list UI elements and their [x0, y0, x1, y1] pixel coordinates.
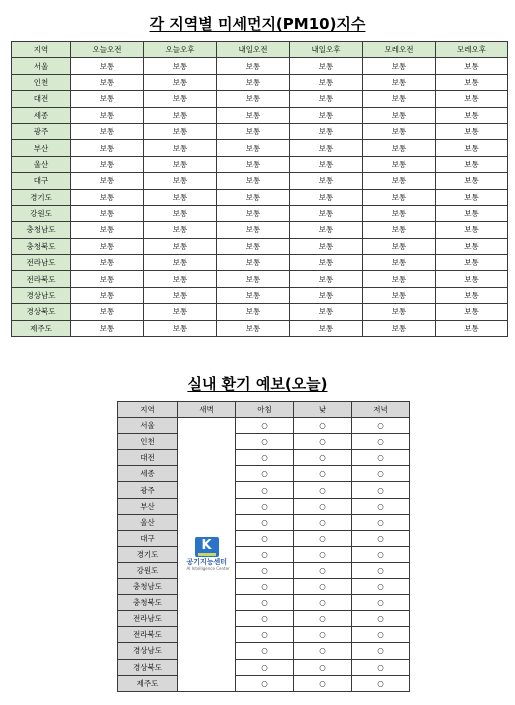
logo-stripe: [198, 553, 216, 556]
region-cell: 경기도: [118, 546, 178, 562]
vent-value-cell: ○: [352, 562, 410, 578]
pm-value-cell: 보통: [290, 189, 363, 205]
pm-value-cell: 보통: [217, 320, 290, 336]
table-row: [12, 255, 508, 271]
pm-header-cell: 모레오전: [363, 42, 436, 58]
pm-value-cell: 보통: [71, 238, 144, 254]
logo-subtitle: AI Intelligence Center: [186, 565, 230, 571]
pm-value-cell: 보통: [217, 222, 290, 238]
pm-value-cell: 보통: [71, 222, 144, 238]
pm-value-cell: 보통: [217, 205, 290, 221]
table-row: [12, 123, 508, 139]
pm-value-cell: 보통: [144, 189, 217, 205]
table-row: [118, 611, 410, 627]
region-cell: 전라남도: [12, 255, 71, 271]
vent-value-cell: ○: [352, 482, 410, 498]
pm-value-cell: 보통: [363, 287, 436, 303]
pm-value-cell: 보통: [436, 222, 508, 238]
vent-value-cell: ○: [352, 466, 410, 482]
pm-value-cell: 보통: [290, 123, 363, 139]
region-cell: 경상북도: [12, 304, 71, 320]
vent-header-cell: 낮: [294, 402, 352, 418]
vent-value-cell: ○: [294, 627, 352, 643]
pm-value-cell: 보통: [436, 107, 508, 123]
pm-value-cell: 보통: [144, 156, 217, 172]
vent-value-cell: ○: [236, 530, 294, 546]
pm-value-cell: 보통: [363, 205, 436, 221]
pm-header-cell: 내일오후: [290, 42, 363, 58]
vent-value-cell: ○: [236, 595, 294, 611]
pm-value-cell: 보통: [436, 287, 508, 303]
pm-value-cell: 보통: [144, 304, 217, 320]
table-row: [12, 107, 508, 123]
region-cell: 전라남도: [118, 611, 178, 627]
pm-value-cell: 보통: [71, 189, 144, 205]
vent-value-cell: ○: [294, 546, 352, 562]
region-cell: 경기도: [12, 189, 71, 205]
vent-value-cell: ○: [352, 514, 410, 530]
pm-value-cell: 보통: [71, 304, 144, 320]
pm-value-cell: 보통: [290, 156, 363, 172]
pm10-table: [11, 41, 508, 337]
pm-value-cell: 보통: [290, 222, 363, 238]
table-row: [12, 156, 508, 172]
pm-value-cell: 보통: [71, 123, 144, 139]
table-row: [12, 320, 508, 336]
vent-value-cell: ○: [236, 418, 294, 434]
pm-value-cell: 보통: [363, 320, 436, 336]
vent-value-cell: ○: [352, 530, 410, 546]
vent-value-cell: ○: [236, 434, 294, 450]
pm-value-cell: 보통: [217, 74, 290, 90]
pm-value-cell: 보통: [217, 107, 290, 123]
pm-value-cell: 보통: [71, 140, 144, 156]
table-row: [118, 579, 410, 595]
vent-value-cell: ○: [236, 659, 294, 675]
pm-value-cell: 보통: [363, 156, 436, 172]
table-row: [118, 418, 410, 434]
region-cell: 경상남도: [118, 643, 178, 659]
pm-value-cell: 보통: [144, 107, 217, 123]
logo-cell: [178, 418, 236, 692]
pm-value-cell: 보통: [363, 271, 436, 287]
pm-value-cell: 보통: [436, 304, 508, 320]
vent-value-cell: ○: [294, 675, 352, 691]
region-cell: 대전: [12, 91, 71, 107]
pm-value-cell: 보통: [290, 91, 363, 107]
pm-value-cell: 보통: [290, 287, 363, 303]
vent-value-cell: ○: [352, 675, 410, 691]
vent-value-cell: ○: [236, 466, 294, 482]
vent-value-cell: ○: [294, 482, 352, 498]
pm-value-cell: 보통: [436, 189, 508, 205]
pm-value-cell: 보통: [363, 222, 436, 238]
pm-header-cell: 지역: [12, 42, 71, 58]
region-cell: 세종: [118, 466, 178, 482]
pm-value-cell: 보통: [363, 238, 436, 254]
vent-value-cell: ○: [352, 659, 410, 675]
pm-value-cell: 보통: [144, 320, 217, 336]
region-cell: 인천: [118, 434, 178, 450]
vent-header-cell: 지역: [118, 402, 178, 418]
vent-value-cell: ○: [294, 611, 352, 627]
region-cell: 전라북도: [12, 271, 71, 287]
pm-value-cell: 보통: [217, 123, 290, 139]
pm-value-cell: 보통: [290, 205, 363, 221]
pm-value-cell: 보통: [217, 140, 290, 156]
vent-value-cell: ○: [294, 579, 352, 595]
pm-value-cell: 보통: [290, 140, 363, 156]
pm-value-cell: 보통: [290, 107, 363, 123]
vent-value-cell: ○: [352, 418, 410, 434]
table-row: [12, 304, 508, 320]
vent-value-cell: ○: [352, 643, 410, 659]
pm-value-cell: 보통: [436, 271, 508, 287]
pm-value-cell: 보통: [144, 205, 217, 221]
table-row: [12, 74, 508, 90]
pm-value-cell: 보통: [290, 271, 363, 287]
vent-value-cell: ○: [352, 579, 410, 595]
region-cell: 울산: [118, 514, 178, 530]
pm-value-cell: 보통: [217, 304, 290, 320]
vent-value-cell: ○: [236, 514, 294, 530]
table-row: [12, 189, 508, 205]
vent-value-cell: ○: [236, 450, 294, 466]
pm-value-cell: 보통: [436, 205, 508, 221]
table-row: [12, 58, 508, 74]
vent-header-cell: 새벽: [178, 402, 236, 418]
pm-value-cell: 보통: [71, 156, 144, 172]
vent-value-cell: ○: [352, 450, 410, 466]
pm-value-cell: 보통: [71, 271, 144, 287]
pm-value-cell: 보통: [144, 91, 217, 107]
vent-value-cell: ○: [294, 434, 352, 450]
vent-header-row: [118, 402, 410, 418]
pm-value-cell: 보통: [290, 58, 363, 74]
vent-value-cell: ○: [236, 611, 294, 627]
region-cell: 광주: [118, 482, 178, 498]
table-row: [12, 173, 508, 189]
region-cell: 서울: [118, 418, 178, 434]
center-logo: [186, 537, 230, 571]
pm-value-cell: 보통: [217, 287, 290, 303]
table-row: [118, 675, 410, 691]
region-cell: 충청남도: [12, 222, 71, 238]
region-cell: 대구: [118, 530, 178, 546]
pm-value-cell: 보통: [71, 58, 144, 74]
vent-value-cell: ○: [352, 434, 410, 450]
vent-value-cell: ○: [236, 562, 294, 578]
table-row: [12, 91, 508, 107]
pm-value-cell: 보통: [144, 140, 217, 156]
vent-value-cell: ○: [294, 498, 352, 514]
vent-value-cell: ○: [294, 643, 352, 659]
pm-value-cell: 보통: [436, 238, 508, 254]
pm-value-cell: 보통: [290, 304, 363, 320]
pm-value-cell: 보통: [71, 74, 144, 90]
pm-value-cell: 보통: [71, 287, 144, 303]
pm-value-cell: 보통: [71, 91, 144, 107]
pm-value-cell: 보통: [363, 123, 436, 139]
region-cell: 인천: [12, 74, 71, 90]
pm-value-cell: 보통: [71, 107, 144, 123]
pm-value-cell: 보통: [363, 91, 436, 107]
pm-value-cell: 보통: [217, 189, 290, 205]
pm-value-cell: 보통: [71, 205, 144, 221]
region-cell: 부산: [118, 498, 178, 514]
pm-value-cell: 보통: [436, 173, 508, 189]
pm-value-cell: 보통: [71, 320, 144, 336]
region-cell: 울산: [12, 156, 71, 172]
pm-value-cell: 보통: [436, 74, 508, 90]
vent-value-cell: ○: [236, 546, 294, 562]
pm-value-cell: 보통: [363, 74, 436, 90]
table-row: [12, 271, 508, 287]
pm-value-cell: 보통: [363, 255, 436, 271]
region-cell: 제주도: [12, 320, 71, 336]
region-cell: 대구: [12, 173, 71, 189]
table-row: [118, 595, 410, 611]
pm-value-cell: 보통: [144, 238, 217, 254]
pm-value-cell: 보통: [217, 271, 290, 287]
pm-value-cell: 보통: [290, 320, 363, 336]
table-row: [118, 466, 410, 482]
pm-value-cell: 보통: [290, 255, 363, 271]
logo-name: 공기지능센터: [186, 557, 228, 566]
vent-value-cell: ○: [236, 675, 294, 691]
pm-value-cell: 보통: [363, 173, 436, 189]
pm-value-cell: 보통: [436, 156, 508, 172]
pm-value-cell: 보통: [217, 173, 290, 189]
region-cell: 전라북도: [118, 627, 178, 643]
table-row: [12, 140, 508, 156]
pm-header-cell: 내일오전: [217, 42, 290, 58]
pm-value-cell: 보통: [217, 58, 290, 74]
region-cell: 제주도: [118, 675, 178, 691]
vent-value-cell: ○: [352, 627, 410, 643]
region-cell: 서울: [12, 58, 71, 74]
region-cell: 충청북도: [118, 595, 178, 611]
pm-value-cell: 보통: [144, 287, 217, 303]
pm-header-cell: 모레오후: [436, 42, 508, 58]
pm-value-cell: 보통: [217, 156, 290, 172]
pm-value-cell: 보통: [436, 58, 508, 74]
vent-value-cell: ○: [236, 482, 294, 498]
pm-value-cell: 보통: [217, 91, 290, 107]
pm-value-cell: 보통: [144, 123, 217, 139]
table-row: [118, 482, 410, 498]
pm-value-cell: 보통: [363, 140, 436, 156]
table-row: [118, 514, 410, 530]
table-row: [118, 434, 410, 450]
vent-header-cell: 아침: [236, 402, 294, 418]
vent-value-cell: ○: [236, 579, 294, 595]
vent-value-cell: ○: [236, 643, 294, 659]
pm-value-cell: 보통: [144, 271, 217, 287]
vent-value-cell: ○: [236, 627, 294, 643]
pm-value-cell: 보통: [290, 238, 363, 254]
vent-value-cell: ○: [294, 450, 352, 466]
vent-value-cell: ○: [294, 514, 352, 530]
region-cell: 강원도: [12, 205, 71, 221]
pm-header-row: [12, 42, 508, 58]
region-cell: 경상남도: [12, 287, 71, 303]
vent-value-cell: ○: [352, 546, 410, 562]
region-cell: 광주: [12, 123, 71, 139]
pm-value-cell: 보통: [436, 140, 508, 156]
table-row: [118, 498, 410, 514]
vent-table-title: 실내 환기 예보(오늘): [187, 375, 328, 393]
pm-value-cell: 보통: [71, 255, 144, 271]
region-cell: 강원도: [118, 562, 178, 578]
pm-value-cell: 보통: [363, 58, 436, 74]
table-row: [118, 562, 410, 578]
table-row: [12, 205, 508, 221]
region-cell: 부산: [12, 140, 71, 156]
table-row: [12, 222, 508, 238]
vent-value-cell: ○: [352, 595, 410, 611]
pm-value-cell: 보통: [217, 238, 290, 254]
table-row: [118, 643, 410, 659]
vent-header-cell: 저녁: [352, 402, 410, 418]
region-cell: 충청북도: [12, 238, 71, 254]
pm-value-cell: 보통: [436, 255, 508, 271]
vent-value-cell: ○: [294, 418, 352, 434]
vent-value-cell: ○: [294, 530, 352, 546]
ventilation-table: [117, 401, 410, 692]
pm-header-cell: 오늘오전: [71, 42, 144, 58]
pm-value-cell: 보통: [144, 58, 217, 74]
pm-value-cell: 보통: [217, 255, 290, 271]
vent-value-cell: ○: [236, 498, 294, 514]
region-cell: 세종: [12, 107, 71, 123]
table-row: [12, 287, 508, 303]
vent-value-cell: ○: [352, 498, 410, 514]
table-row: [118, 530, 410, 546]
region-cell: 경상북도: [118, 659, 178, 675]
vent-value-cell: ○: [352, 611, 410, 627]
pm-value-cell: 보통: [436, 91, 508, 107]
pm-value-cell: 보통: [436, 320, 508, 336]
table-row: [118, 546, 410, 562]
table-row: [118, 659, 410, 675]
pm-value-cell: 보통: [363, 304, 436, 320]
vent-value-cell: ○: [294, 595, 352, 611]
pm-value-cell: 보통: [71, 173, 144, 189]
pm-value-cell: 보통: [290, 74, 363, 90]
k-logo-icon: K: [195, 537, 219, 557]
pm-value-cell: 보통: [144, 74, 217, 90]
vent-value-cell: ○: [294, 562, 352, 578]
pm-header-cell: 오늘오후: [144, 42, 217, 58]
pm-value-cell: 보통: [144, 255, 217, 271]
table-row: [12, 238, 508, 254]
table-row: [118, 627, 410, 643]
pm-value-cell: 보통: [363, 107, 436, 123]
pm-value-cell: 보통: [436, 123, 508, 139]
pm-value-cell: 보통: [144, 222, 217, 238]
vent-value-cell: ○: [294, 466, 352, 482]
pm-value-cell: 보통: [290, 173, 363, 189]
vent-value-cell: ○: [294, 659, 352, 675]
region-cell: 충청남도: [118, 579, 178, 595]
pm-value-cell: 보통: [144, 173, 217, 189]
region-cell: 대전: [118, 450, 178, 466]
pm-value-cell: 보통: [363, 189, 436, 205]
table-row: [118, 450, 410, 466]
pm-table-title: 각 지역별 미세먼지(PM10)지수: [149, 15, 366, 33]
